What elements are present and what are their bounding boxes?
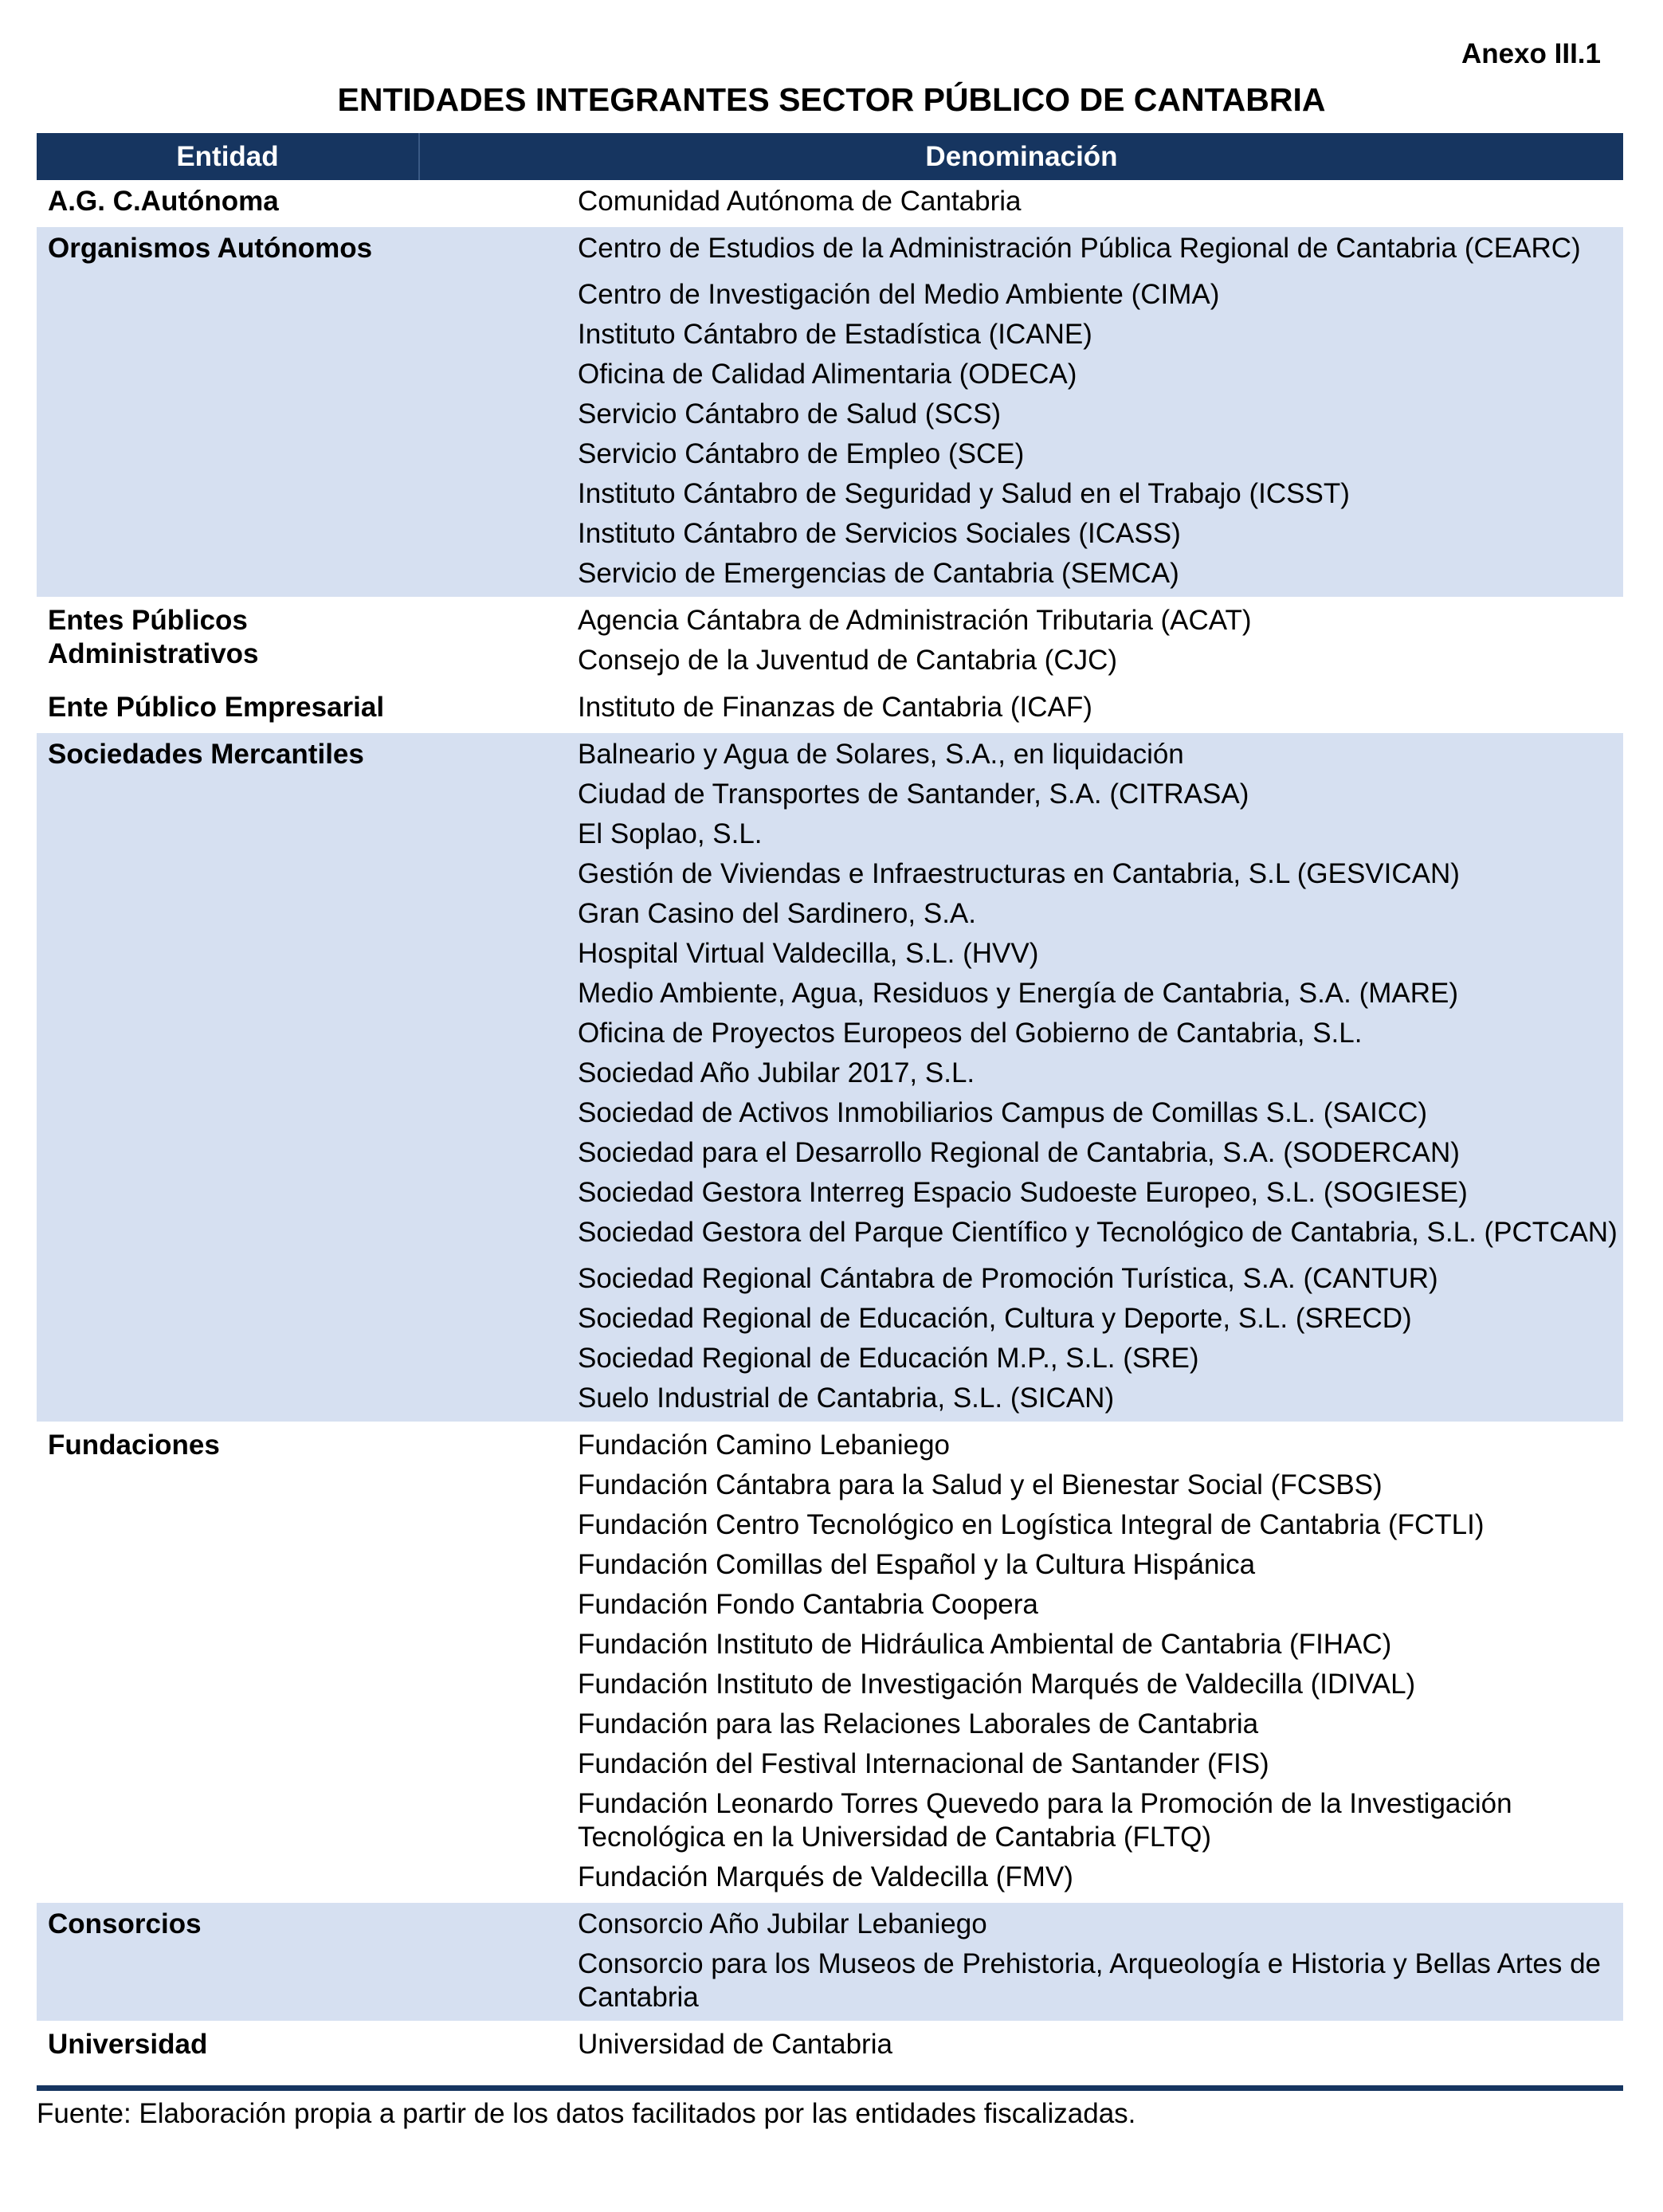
denomination-item: Fundación Centro Tecnológico en Logística Integral de Cantabria (FCTLI) [578,1509,1485,1540]
denomination-item: Servicio de Emergencias de Cantabria (SEMCA) [578,558,1179,589]
denomination-cell [419,732,1623,1423]
denomination-item: Hospital Virtual Valdecilla, S.L. (HVV) [578,938,1039,969]
entity-group [37,598,1623,685]
denomination-item: Fundación Fondo Cantabria Coopera [578,1589,1038,1620]
denomination-item: Servicio Cántabro de Empleo (SCE) [578,438,1025,469]
column-header-entidad: Entidad [37,133,419,180]
entity-type-cell: Sociedades Mercantiles [37,732,419,1423]
denomination-item: Sociedad Gestora del Parque Científico y Tecnológico de Cantabria, S.L. (PCTCAN) [578,1217,1618,1248]
denomination-cell [419,1902,1623,2022]
entity-type-cell: Ente Público Empresarial [37,685,419,732]
denomination-item: Gran Casino del Sardinero, S.A. [578,898,976,929]
denomination-item: Fundación Cántabra para la Salud y el Bienestar Social (FCSBS) [578,1469,1383,1500]
table-row [37,732,1623,1423]
denomination-item: Gestión de Viviendas e Infraestructuras en Cantabria, S.L (GESVICAN) [578,858,1460,889]
entity-type-cell: A.G. C.Autónoma [48,186,279,217]
entity-group [37,1902,1623,2022]
denomination-item: Fundación del Festival Internacional de Santander (FIS) [578,1748,1269,1779]
denomination-item: Fundación Leonardo Torres Quevedo para la Promoción de la Investigación Tecnológica en la Universidad de Cantabria (FLTQ) [578,1788,1512,1853]
denomination-item: Sociedad Regional de Educación, Cultura y Deporte, S.L. (SRECD) [578,1303,1412,1334]
denomination-item: Consorcio para los Museos de Prehistoria, Arqueología e Historia y Bellas Artes de Cantabria [578,1948,1601,2013]
table-row [37,1423,1623,1902]
denomination-item: Suelo Industrial de Cantabria, S.L. (SICAN) [578,1382,1115,1414]
denomination-item: Ciudad de Transportes de Santander, S.A. (CITRASA) [578,779,1249,810]
denomination-item: Fundación para las Relaciones Laborales de Cantabria [578,1708,1259,1739]
denomination-item: Sociedad Regional de Educación M.P., S.L. (SRE) [578,1343,1199,1374]
table-row [37,2022,1623,2069]
denomination-item: Fundación Camino Lebaniego [578,1430,950,1461]
table-row [37,598,1623,685]
denomination-item: Sociedad Gestora Interreg Espacio Sudoeste Europeo, S.L. (SOGIESE) [578,1177,1468,1208]
denomination-item: Instituto Cántabro de Estadística (ICANE) [578,319,1092,350]
denomination-item: Centro de Investigación del Medio Ambiente (CIMA) [578,279,1220,310]
table-row [37,226,1623,598]
column-header-denominacion: Denominación [419,133,1623,180]
table-bottom-rule [37,2085,1623,2091]
source-note: Fuente: Elaboración propia a partir de los datos facilitados por las entidades fiscalizadas. [37,2098,1136,2129]
denomination-cell [419,2022,1623,2069]
denomination-item: Servicio Cántabro de Salud (SCS) [578,398,1002,429]
table-header [37,133,1623,180]
denomination-item: El Soplao, S.L. [578,818,763,849]
denomination-item: Agencia Cántabra de Administración Tributaria (ACAT) [578,605,1252,636]
entity-type-cell: Consorcios [37,1902,419,2022]
entity-group [37,226,1623,598]
page-title: ENTIDADES INTEGRANTES SECTOR PÚBLICO DE CANTABRIA [337,81,1326,118]
entity-group [37,685,1623,732]
denomination-item: Sociedad Regional Cántabra de Promoción Turística, S.A. (CANTUR) [578,1263,1438,1294]
denomination-item: Sociedad para el Desarrollo Regional de Cantabria, S.A. (SODERCAN) [578,1137,1460,1168]
entity-type-cell: Entes Públicos Administrativos [37,598,419,685]
denomination-item: Instituto de Finanzas de Cantabria (ICAF) [578,692,1092,723]
denomination-item: Medio Ambiente, Agua, Residuos y Energía de Cantabria, S.A. (MARE) [578,978,1459,1009]
table-row [37,1902,1623,2022]
denomination-item: Universidad de Cantabria [578,2029,892,2060]
denomination-cell [419,180,1623,226]
table-row [37,180,1623,226]
denomination-item: Fundación Instituto de Investigación Marqués de Valdecilla (IDIVAL) [578,1669,1416,1700]
entity-group [37,1423,1623,1902]
entities-table [37,133,1623,2068]
entity-group [37,732,1623,1423]
denomination-item: Fundación Comillas del Español y la Cultura Hispánica [578,1549,1256,1580]
denomination-cell [419,1423,1623,1902]
entity-group [37,180,1623,226]
denomination-item: Centro de Estudios de la Administración Pública Regional de Cantabria (CEARC) [578,233,1581,264]
denomination-item: Oficina de Calidad Alimentaria (ODECA) [578,359,1077,390]
denomination-item: Fundación Instituto de Hidráulica Ambiental de Cantabria (FIHAC) [578,1629,1392,1660]
denomination-item: Sociedad Año Jubilar 2017, S.L. [578,1057,975,1088]
denomination-item: Instituto Cántabro de Seguridad y Salud en el Trabajo (ICSST) [578,478,1350,509]
denomination-cell [419,685,1623,732]
denomination-item: Fundación Marqués de Valdecilla (FMV) [578,1861,1073,1892]
entity-type-cell: Organismos Autónomos [37,226,419,598]
table-row [37,685,1623,732]
entity-group [37,2022,1623,2069]
entity-type-cell: Universidad [37,2022,419,2069]
denomination-cell [419,226,1623,598]
denomination-item: Balneario y Agua de Solares, S.A., en liquidación [578,739,1184,770]
denomination-item: Oficina de Proyectos Europeos del Gobierno de Cantabria, S.L. [578,1018,1363,1049]
denomination-item: Sociedad de Activos Inmobiliarios Campus de Comillas S.L. (SAICC) [578,1097,1427,1128]
denomination-item: Consorcio Año Jubilar Lebaniego [578,1908,987,1939]
denomination-item: Comunidad Autónoma de Cantabria [578,186,1022,217]
denomination-item: Consejo de la Juventud de Cantabria (CJC) [578,645,1118,676]
denomination-item: Instituto Cántabro de Servicios Sociales (ICASS) [578,518,1181,549]
annex-label: Anexo III.1 [1461,38,1601,69]
denomination-cell [419,598,1623,685]
entity-type-cell: Fundaciones [37,1423,419,1902]
